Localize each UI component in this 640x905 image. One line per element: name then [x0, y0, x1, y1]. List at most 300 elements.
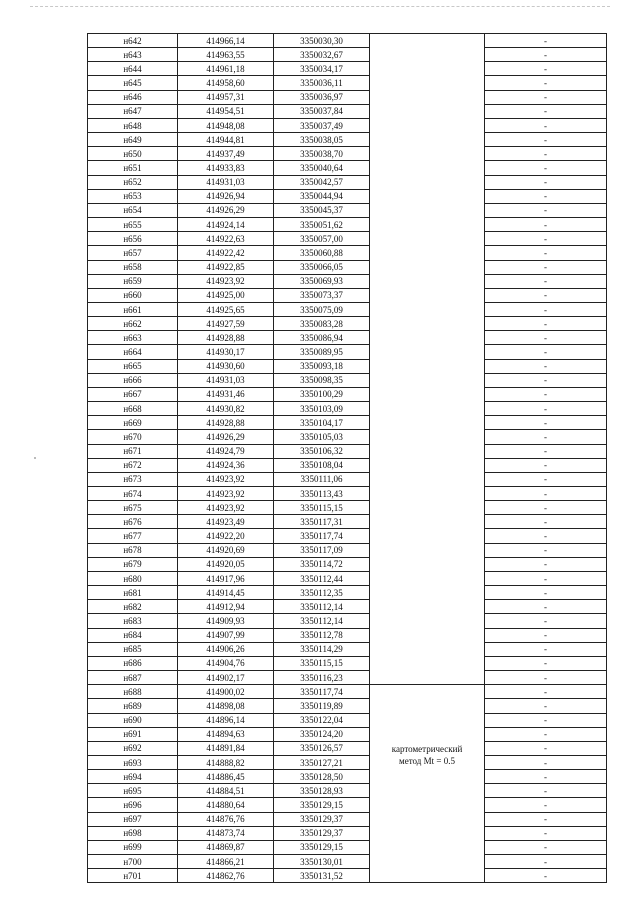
point-id-cell: н689 [88, 699, 178, 713]
description-cell: - [485, 189, 607, 203]
description-cell: - [485, 869, 607, 883]
description-cell: - [485, 331, 607, 345]
y-coordinate-cell: 3350073,37 [274, 288, 370, 302]
table-row [88, 430, 607, 444]
x-coordinate-cell: 414926,29 [178, 203, 274, 217]
x-coordinate-cell: 414922,85 [178, 260, 274, 274]
x-coordinate-cell: 414917,96 [178, 571, 274, 585]
point-id-cell: н646 [88, 90, 178, 104]
description-cell: - [485, 62, 607, 76]
point-id-cell: н652 [88, 175, 178, 189]
y-coordinate-cell: 3350038,70 [274, 147, 370, 161]
point-id-cell: н667 [88, 387, 178, 401]
point-id-cell: н672 [88, 458, 178, 472]
description-cell: - [485, 288, 607, 302]
description-cell: - [485, 685, 607, 699]
description-cell: - [485, 713, 607, 727]
point-id-cell: н688 [88, 685, 178, 699]
table-row [88, 557, 607, 571]
y-coordinate-cell: 3350075,09 [274, 302, 370, 316]
table-row [88, 274, 607, 288]
x-coordinate-cell: 414933,83 [178, 161, 274, 175]
point-id-cell: н666 [88, 373, 178, 387]
x-coordinate-cell: 414928,88 [178, 331, 274, 345]
table-row [88, 118, 607, 132]
x-coordinate-cell: 414894,63 [178, 727, 274, 741]
y-coordinate-cell: 3350040,64 [274, 161, 370, 175]
table-row [88, 387, 607, 401]
description-cell: - [485, 543, 607, 557]
coordinates-table-body [88, 34, 607, 883]
point-id-cell: н648 [88, 118, 178, 132]
table-row [88, 260, 607, 274]
table-row [88, 642, 607, 656]
table-row [88, 62, 607, 76]
y-coordinate-cell: 3350129,37 [274, 812, 370, 826]
point-id-cell: н663 [88, 331, 178, 345]
table-row [88, 246, 607, 260]
y-coordinate-cell: 3350130,01 [274, 855, 370, 869]
description-cell: - [485, 487, 607, 501]
point-id-cell: н676 [88, 515, 178, 529]
x-coordinate-cell: 414957,31 [178, 90, 274, 104]
x-coordinate-cell: 414876,76 [178, 812, 274, 826]
x-coordinate-cell: 414912,94 [178, 600, 274, 614]
table-row [88, 48, 607, 62]
y-coordinate-cell: 3350104,17 [274, 416, 370, 430]
table-row [88, 628, 607, 642]
x-coordinate-cell: 414922,63 [178, 232, 274, 246]
x-coordinate-cell: 414931,03 [178, 175, 274, 189]
point-id-cell: н694 [88, 770, 178, 784]
point-id-cell: н660 [88, 288, 178, 302]
y-coordinate-cell: 3350119,89 [274, 699, 370, 713]
table-row [88, 373, 607, 387]
method-cell-upper [370, 34, 485, 685]
x-coordinate-cell: 414920,69 [178, 543, 274, 557]
description-cell: - [485, 614, 607, 628]
point-id-cell: н659 [88, 274, 178, 288]
point-id-cell: н682 [88, 600, 178, 614]
point-id-cell: н701 [88, 869, 178, 883]
x-coordinate-cell: 414904,76 [178, 656, 274, 670]
table-row [88, 869, 607, 883]
description-cell: - [485, 784, 607, 798]
table-row [88, 331, 607, 345]
table-row [88, 741, 607, 755]
description-cell: - [485, 798, 607, 812]
table-row [88, 727, 607, 741]
x-coordinate-cell: 414907,99 [178, 628, 274, 642]
x-coordinate-cell: 414920,05 [178, 557, 274, 571]
point-id-cell: н656 [88, 232, 178, 246]
description-cell: - [485, 133, 607, 147]
description-cell: - [485, 671, 607, 685]
point-id-cell: н696 [88, 798, 178, 812]
y-coordinate-cell: 3350045,37 [274, 203, 370, 217]
y-coordinate-cell: 3350030,30 [274, 34, 370, 48]
point-id-cell: н657 [88, 246, 178, 260]
y-coordinate-cell: 3350069,93 [274, 274, 370, 288]
point-id-cell: н645 [88, 76, 178, 90]
table-row [88, 288, 607, 302]
table-row [88, 175, 607, 189]
description-cell: - [485, 628, 607, 642]
point-id-cell: н671 [88, 444, 178, 458]
description-cell: - [485, 147, 607, 161]
table-row [88, 812, 607, 826]
x-coordinate-cell: 414924,14 [178, 218, 274, 232]
table-row [88, 855, 607, 869]
table-row [88, 317, 607, 331]
x-coordinate-cell: 414866,21 [178, 855, 274, 869]
y-coordinate-cell: 3350108,04 [274, 458, 370, 472]
point-id-cell: н669 [88, 416, 178, 430]
y-coordinate-cell: 3350100,29 [274, 387, 370, 401]
table-row [88, 543, 607, 557]
x-coordinate-cell: 414923,92 [178, 487, 274, 501]
y-coordinate-cell: 3350112,14 [274, 600, 370, 614]
y-coordinate-cell: 3350122,04 [274, 713, 370, 727]
description-cell: - [485, 472, 607, 486]
table-row [88, 133, 607, 147]
y-coordinate-cell: 3350129,15 [274, 840, 370, 854]
description-cell: - [485, 317, 607, 331]
description-cell: - [485, 34, 607, 48]
table-row [88, 161, 607, 175]
table-row [88, 784, 607, 798]
y-coordinate-cell: 3350124,20 [274, 727, 370, 741]
y-coordinate-cell: 3350032,67 [274, 48, 370, 62]
description-cell: - [485, 90, 607, 104]
x-coordinate-cell: 414923,92 [178, 274, 274, 288]
y-coordinate-cell: 3350060,88 [274, 246, 370, 260]
point-id-cell: н697 [88, 812, 178, 826]
point-id-cell: н675 [88, 501, 178, 515]
y-coordinate-cell: 3350117,09 [274, 543, 370, 557]
description-cell: - [485, 203, 607, 217]
point-id-cell: н654 [88, 203, 178, 217]
table-row [88, 147, 607, 161]
x-coordinate-cell: 414900,02 [178, 685, 274, 699]
x-coordinate-cell: 414923,49 [178, 515, 274, 529]
y-coordinate-cell: 3350036,11 [274, 76, 370, 90]
y-coordinate-cell: 3350051,62 [274, 218, 370, 232]
x-coordinate-cell: 414880,64 [178, 798, 274, 812]
table-row [88, 586, 607, 600]
point-id-cell: н679 [88, 557, 178, 571]
x-coordinate-cell: 414927,59 [178, 317, 274, 331]
table-row [88, 487, 607, 501]
y-coordinate-cell: 3350057,00 [274, 232, 370, 246]
point-id-cell: н643 [88, 48, 178, 62]
x-coordinate-cell: 414966,14 [178, 34, 274, 48]
table-row [88, 416, 607, 430]
x-coordinate-cell: 414930,17 [178, 345, 274, 359]
y-coordinate-cell: 3350115,15 [274, 501, 370, 515]
y-coordinate-cell: 3350117,74 [274, 685, 370, 699]
description-cell: - [485, 855, 607, 869]
table-row [88, 302, 607, 316]
y-coordinate-cell: 3350036,97 [274, 90, 370, 104]
y-coordinate-cell: 3350117,74 [274, 529, 370, 543]
table-row [88, 359, 607, 373]
point-id-cell: н698 [88, 826, 178, 840]
y-coordinate-cell: 3350044,94 [274, 189, 370, 203]
y-coordinate-cell: 3350106,32 [274, 444, 370, 458]
table-row [88, 515, 607, 529]
y-coordinate-cell: 3350037,49 [274, 118, 370, 132]
y-coordinate-cell: 3350086,94 [274, 331, 370, 345]
table-row [88, 232, 607, 246]
x-coordinate-cell: 414958,60 [178, 76, 274, 90]
y-coordinate-cell: 3350128,50 [274, 770, 370, 784]
table-row [88, 840, 607, 854]
x-coordinate-cell: 414930,82 [178, 402, 274, 416]
y-coordinate-cell: 3350114,29 [274, 642, 370, 656]
point-id-cell: н684 [88, 628, 178, 642]
table-row [88, 203, 607, 217]
description-cell: - [485, 430, 607, 444]
table-row [88, 770, 607, 784]
x-coordinate-cell: 414944,81 [178, 133, 274, 147]
point-id-cell: н683 [88, 614, 178, 628]
table-row [88, 402, 607, 416]
x-coordinate-cell: 414896,14 [178, 713, 274, 727]
description-cell: - [485, 826, 607, 840]
point-id-cell: н700 [88, 855, 178, 869]
table-row [88, 685, 607, 699]
x-coordinate-cell: 414930,60 [178, 359, 274, 373]
table-row [88, 444, 607, 458]
y-coordinate-cell: 3350111,06 [274, 472, 370, 486]
x-coordinate-cell: 414909,93 [178, 614, 274, 628]
point-id-cell: н665 [88, 359, 178, 373]
x-coordinate-cell: 414914,45 [178, 586, 274, 600]
point-id-cell: н693 [88, 755, 178, 769]
point-id-cell: н642 [88, 34, 178, 48]
y-coordinate-cell: 3350112,35 [274, 586, 370, 600]
description-cell: - [485, 118, 607, 132]
description-cell: - [485, 840, 607, 854]
description-cell: - [485, 444, 607, 458]
point-id-cell: н655 [88, 218, 178, 232]
table-row [88, 713, 607, 727]
y-coordinate-cell: 3350037,84 [274, 104, 370, 118]
x-coordinate-cell: 414963,55 [178, 48, 274, 62]
y-coordinate-cell: 3350126,57 [274, 741, 370, 755]
description-cell: - [485, 741, 607, 755]
y-coordinate-cell: 3350116,23 [274, 671, 370, 685]
point-id-cell: н644 [88, 62, 178, 76]
description-cell: - [485, 529, 607, 543]
description-cell: - [485, 387, 607, 401]
description-cell: - [485, 557, 607, 571]
y-coordinate-cell: 3350115,15 [274, 656, 370, 670]
point-id-cell: н680 [88, 571, 178, 585]
point-id-cell: н674 [88, 487, 178, 501]
table-row [88, 76, 607, 90]
x-coordinate-cell: 414931,03 [178, 373, 274, 387]
description-cell: - [485, 48, 607, 62]
y-coordinate-cell: 3350113,43 [274, 487, 370, 501]
y-coordinate-cell: 3350129,15 [274, 798, 370, 812]
x-coordinate-cell: 414926,29 [178, 430, 274, 444]
description-cell: - [485, 755, 607, 769]
description-cell: - [485, 218, 607, 232]
point-id-cell: н677 [88, 529, 178, 543]
x-coordinate-cell: 414884,51 [178, 784, 274, 798]
description-cell: - [485, 359, 607, 373]
table-row [88, 104, 607, 118]
point-id-cell: н685 [88, 642, 178, 656]
x-coordinate-cell: 414925,00 [178, 288, 274, 302]
table-row [88, 600, 607, 614]
description-cell: - [485, 345, 607, 359]
point-id-cell: н662 [88, 317, 178, 331]
description-cell: - [485, 246, 607, 260]
description-cell: - [485, 812, 607, 826]
point-id-cell: н699 [88, 840, 178, 854]
description-cell: - [485, 600, 607, 614]
y-coordinate-cell: 3350112,14 [274, 614, 370, 628]
y-coordinate-cell: 3350083,28 [274, 317, 370, 331]
table-row [88, 671, 607, 685]
description-cell: - [485, 274, 607, 288]
table-row [88, 34, 607, 48]
x-coordinate-cell: 414906,26 [178, 642, 274, 656]
x-coordinate-cell: 414922,42 [178, 246, 274, 260]
x-coordinate-cell: 414931,46 [178, 387, 274, 401]
table-row [88, 529, 607, 543]
x-coordinate-cell: 414923,92 [178, 501, 274, 515]
description-cell: - [485, 586, 607, 600]
point-id-cell: н658 [88, 260, 178, 274]
table-row [88, 755, 607, 769]
page-side-dot [34, 457, 36, 459]
description-cell: - [485, 260, 607, 274]
x-coordinate-cell: 414954,51 [178, 104, 274, 118]
y-coordinate-cell: 3350117,31 [274, 515, 370, 529]
method-text-line-1: картометрический [391, 744, 463, 755]
description-cell: - [485, 104, 607, 118]
point-id-cell: н664 [88, 345, 178, 359]
y-coordinate-cell: 3350105,03 [274, 430, 370, 444]
coordinates-table [87, 33, 607, 883]
table-row [88, 699, 607, 713]
description-cell: - [485, 416, 607, 430]
y-coordinate-cell: 3350112,78 [274, 628, 370, 642]
point-id-cell: н650 [88, 147, 178, 161]
point-id-cell: н653 [88, 189, 178, 203]
y-coordinate-cell: 3350103,09 [274, 402, 370, 416]
point-id-cell: н661 [88, 302, 178, 316]
x-coordinate-cell: 414961,18 [178, 62, 274, 76]
y-coordinate-cell: 3350066,05 [274, 260, 370, 274]
description-cell: - [485, 501, 607, 515]
point-id-cell: н692 [88, 741, 178, 755]
point-id-cell: н651 [88, 161, 178, 175]
table-row [88, 189, 607, 203]
point-id-cell: н687 [88, 671, 178, 685]
description-cell: - [485, 76, 607, 90]
description-cell: - [485, 642, 607, 656]
y-coordinate-cell: 3350034,17 [274, 62, 370, 76]
description-cell: - [485, 656, 607, 670]
description-cell: - [485, 727, 607, 741]
table-row [88, 826, 607, 840]
method-text-line-2: метод Mt = 0.5 [399, 756, 455, 767]
page-top-edge-marks [30, 6, 610, 9]
y-coordinate-cell: 3350114,72 [274, 557, 370, 571]
y-coordinate-cell: 3350038,05 [274, 133, 370, 147]
description-cell: - [485, 373, 607, 387]
x-coordinate-cell: 414924,79 [178, 444, 274, 458]
table-row [88, 571, 607, 585]
point-id-cell: н649 [88, 133, 178, 147]
table-row [88, 501, 607, 515]
table-row [88, 614, 607, 628]
y-coordinate-cell: 3350129,37 [274, 826, 370, 840]
point-id-cell: н686 [88, 656, 178, 670]
x-coordinate-cell: 414923,92 [178, 472, 274, 486]
y-coordinate-cell: 3350089,95 [274, 345, 370, 359]
point-id-cell: н695 [88, 784, 178, 798]
table-row [88, 458, 607, 472]
y-coordinate-cell: 3350128,93 [274, 784, 370, 798]
point-id-cell: н673 [88, 472, 178, 486]
point-id-cell: н690 [88, 713, 178, 727]
x-coordinate-cell: 414862,76 [178, 869, 274, 883]
description-cell: - [485, 515, 607, 529]
x-coordinate-cell: 414902,17 [178, 671, 274, 685]
x-coordinate-cell: 414869,87 [178, 840, 274, 854]
y-coordinate-cell: 3350131,52 [274, 869, 370, 883]
x-coordinate-cell: 414873,74 [178, 826, 274, 840]
point-id-cell: н670 [88, 430, 178, 444]
y-coordinate-cell: 3350098,35 [274, 373, 370, 387]
description-cell: - [485, 458, 607, 472]
y-coordinate-cell: 3350042,57 [274, 175, 370, 189]
point-id-cell: н668 [88, 402, 178, 416]
table-row [88, 798, 607, 812]
description-cell: - [485, 175, 607, 189]
description-cell: - [485, 699, 607, 713]
table-row [88, 472, 607, 486]
table-row [88, 218, 607, 232]
x-coordinate-cell: 414925,65 [178, 302, 274, 316]
x-coordinate-cell: 414898,08 [178, 699, 274, 713]
x-coordinate-cell: 414922,20 [178, 529, 274, 543]
y-coordinate-cell: 3350127,21 [274, 755, 370, 769]
description-cell: - [485, 232, 607, 246]
x-coordinate-cell: 414928,88 [178, 416, 274, 430]
x-coordinate-cell: 414924,36 [178, 458, 274, 472]
table-row [88, 656, 607, 670]
description-cell: - [485, 402, 607, 416]
x-coordinate-cell: 414886,45 [178, 770, 274, 784]
description-cell: - [485, 161, 607, 175]
y-coordinate-cell: 3350112,44 [274, 571, 370, 585]
x-coordinate-cell: 414891,84 [178, 741, 274, 755]
y-coordinate-cell: 3350093,18 [274, 359, 370, 373]
description-cell: - [485, 770, 607, 784]
method-cell-lower [370, 685, 485, 883]
x-coordinate-cell: 414888,82 [178, 755, 274, 769]
table-row [88, 345, 607, 359]
point-id-cell: н678 [88, 543, 178, 557]
point-id-cell: н647 [88, 104, 178, 118]
